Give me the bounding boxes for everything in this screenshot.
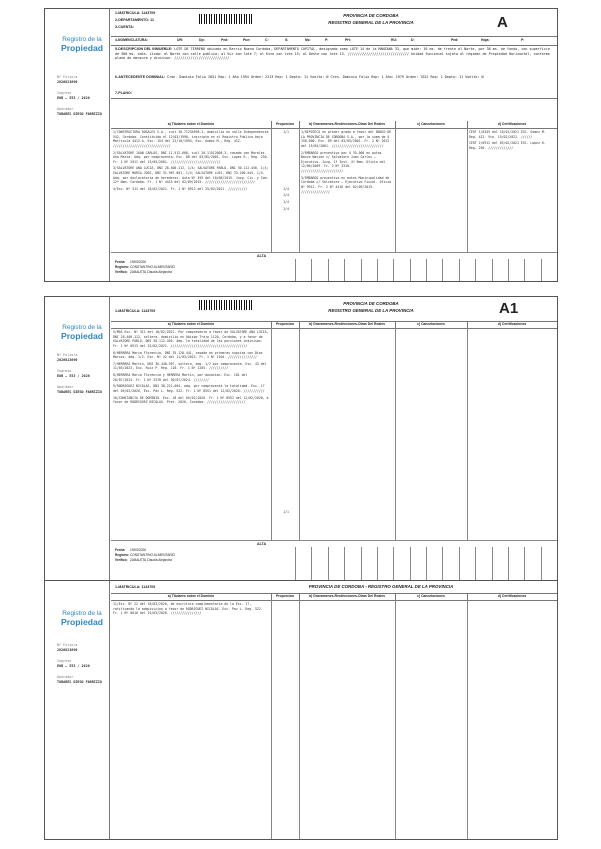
footer-signatures: [115, 548, 175, 563]
nom-p: P:: [325, 38, 329, 42]
col-certificaciones: d) Certificaciones: [497, 322, 527, 326]
province-single: PROVINCIA DE CORDOBA - REGISTRO GENERAL DE LA PROVINCIA: [308, 584, 454, 589]
province-line1: PROVINCIA DE CORDOBA: [343, 301, 399, 306]
folio-label: Nº Folio/a: [57, 353, 78, 357]
nom-c: C:: [265, 38, 269, 42]
ingreso-block: [57, 369, 90, 378]
operador-value: TOBARES DIEGO FABRIZIO: [57, 679, 102, 684]
nom-ru: RU:: [391, 38, 398, 42]
registry-sheet-3: [44, 580, 558, 840]
descripcion-title: 5-DESCRIPCION DEL INMUEBLE:: [115, 47, 173, 51]
logo-line1: Registro de la: [62, 324, 102, 331]
operador-value: TOBARES DIEGO FABRIZIO: [57, 111, 102, 116]
province-title: [271, 584, 491, 591]
col-gravamenes: b) Gravamenes-Restricciones-Otras Del Reales: [299, 321, 396, 328]
fecha-key: Fecha:: [115, 548, 126, 552]
sheet-sidebar: [45, 581, 110, 839]
certificaciones-entries: [469, 130, 555, 190]
footer-boxes: [295, 259, 557, 281]
col-cancelaciones: c) Cancelaciones: [395, 321, 468, 328]
registro-key: Registro:: [115, 553, 129, 558]
titulares-entries: [113, 602, 269, 642]
gravamen-entry: 3/EMBARGO preventivo en autos Municipalidad de Cordoba c/ Salvatore – Ejecutivo Fiscal. Oficio Nº 9912. Fr. 2 Nº 4416 del 02/09/2015. ///////////////: [301, 175, 392, 194]
verifico-key: Verificó:: [115, 558, 128, 563]
logo-line2: Propiedad: [60, 330, 104, 341]
sheet-header: [111, 297, 557, 322]
matricula-field: 1-MATRICULA: 1143709: [115, 11, 156, 15]
col-proporcion: Proporcion: [271, 121, 300, 128]
registry-sheet-2: [44, 296, 558, 590]
folio-block: [57, 75, 77, 84]
alta-label: ALTA: [257, 254, 267, 258]
verifico-value: ZABALETA Claudia Alejandra: [130, 270, 172, 275]
logo-line2: Propiedad: [60, 616, 104, 627]
fecha-key: Fecha:: [115, 260, 126, 264]
titular-entry: 9/RODRIGUEZ NICOLAS, DNI 38.221.004, adq. por compraventa la totalidad. Esc. 17 del 05/02/2026, Esc. Paz L. Reg. 522. Fr. 1 Nº 0551 del 12/02/2026. ///////////: [113, 384, 265, 394]
fecha-value: 19/05/2026: [130, 548, 146, 552]
proporcion-value: 1/1: [283, 130, 289, 134]
registry-grid: [111, 600, 557, 839]
operador-value: TOBARES DIEGO FABRIZIO: [57, 389, 102, 394]
registry-grid: [111, 128, 557, 252]
cuenta-field: 3-CUENTA:: [115, 25, 135, 29]
proporcion-entries: [275, 130, 297, 213]
titular-entry: 6/HERRERA Maria Florencia, DNI 35.120.441, casada en primeras nupcias con Diaz Marcos. Adq. 1/2. Esc. Nº 42 del 11/03/2023. Fr. 1 Nº 1204. ///////////////: [113, 350, 263, 360]
col-gravamenes: b) Gravamenes-Restricciones-Otras Del Reales: [299, 593, 396, 600]
col-titulares: a) Titulares sobre el Dominio: [111, 593, 272, 600]
sheet-header: [111, 9, 557, 37]
col-certificaciones: d) Certificaciones: [497, 594, 527, 598]
col-cancelaciones: c) Cancelaciones: [395, 121, 468, 128]
titular-entry: 5/MAS Esc. Nº 311 del 18/02/2021. Por compraventa a favor de SALVATORE ANA LUCIA, DNI 28.400.112, soltera, domicilio en Obispo Trejo 1120, Cordoba, y a favor de SALVATORE PABLO, DNI 30.112.456. Adq. la totalidad de las porciones indivisas. Fr. 1 Nº 0913 del 25/02/2021. ////////////////////////////////////////: [113, 330, 269, 348]
titular-entry: 11/Esc. Nº 22 del 18/03/2026, de escritura complementaria de la Esc. 17, ratificando la adquisicion a favor de RODRIGUEZ NICOLAS. Esc. Paz L. Reg. 522. Fr. 1 Nº 0610 del 25/03/2026. ////////////////: [113, 602, 263, 616]
folio-value: 2026023690: [57, 647, 78, 652]
nom-ped: Ped:: [221, 38, 229, 42]
antecedente-text: Cron. Dominio Folio 2851 Rep: 1 Año 1994 Orden: 2213 Rep: 1 Depto: 11 Vuelto: N Cron. Dominio Folio Rep: 1 Año: 1979 Orden: 7022 Rep: 1 Depto: 11 Vuelto: N: [167, 75, 484, 79]
folio-block: [57, 643, 77, 652]
alta-label: ALTA: [257, 542, 267, 546]
plano-title: 7-PLANO:: [115, 91, 132, 95]
nom-dp: Dp:: [199, 38, 205, 42]
operador-block: [57, 107, 102, 116]
gravamenes-entries: [301, 130, 393, 250]
departamento-field: 2-DEPARTAMENTO: 11: [115, 18, 154, 22]
nom-ur: UR:: [177, 38, 184, 42]
footer-signatures: [115, 260, 175, 275]
nom-hoja: Hoja:: [481, 38, 490, 42]
ingreso-value: EOB – 553 / 2026: [57, 373, 90, 378]
sheet-letter: A: [497, 14, 508, 31]
certificacion-entry: CERT 2/0912 del 03/02/2021 ESC. Lopez R. Reg. 230. /////////////: [469, 141, 546, 150]
titular-entry: 8/HERRERA Maria Florencia y HERRERA Martin, por donacion. Esc. 101 del 20/07/2024. Fr. 1 Nº 3378 del 30/07/2024. ////////: [113, 373, 248, 382]
titular-entry: 1/CONSTRUCTORA ROSALES S.A., cuit 30-71234598-1, domicilio en calle Independencia 542, Cordoba. Constituida el 12/03/1990, inscripta en el Registro Publico bajo Matricula 4412-A. Esc. 154 del 22/10/1994, Esc. Gomez M., Reg. 412. //////////////////////////////: [113, 130, 269, 148]
proporcion-value: 1/4: [283, 186, 289, 191]
proporcion-value: 1/4: [283, 206, 289, 211]
operador-label: Operador: [57, 385, 74, 389]
nom-pue: Pue:: [243, 38, 251, 42]
barcode: [199, 300, 253, 310]
proporcion-entries: [275, 510, 297, 517]
registro-value: CONSTANTINO ALIMENTARIO: [130, 553, 176, 558]
col-proporcion: Proporcion: [271, 321, 300, 328]
proporcion-value: 1/4: [283, 193, 289, 198]
proporcion-value: 1/4: [283, 199, 289, 204]
folio-block: [57, 353, 77, 362]
titular-entry: 4/Esc. Nº 311 del 18/02/2021. Fr. 1 Nº 0912 del 25/02/2021. //////////: [113, 187, 248, 192]
nom-s: S:: [285, 38, 289, 42]
titular-entry: 2/SALVATORE JUAN CARLOS, DNI 11.512.608, cuil 20-11512608-3, casado con Morales Ana Maria. Adq. por compraventa. Esc. 88 del 03/05/2001, Esc. Lopez R., Reg. 230. Fr. 1 Nº 2011 del 15/05/2001. //////////////////////////: [113, 150, 269, 164]
ingreso-value: EOB – 553 / 2026: [57, 95, 90, 100]
ingreso-label: Ingreso: [57, 369, 72, 373]
col-titulares: a) Titulares sobre el Dominio: [111, 121, 272, 128]
registro-logo: [57, 37, 107, 53]
titular-entry: 3/SALVATORE ANA LUCIA, DNI 28.400.112, 1/4; SALVATORE PABLO, DNI 30.112.456, 1/4; SALVATORE MARIA JOSE, DNI 31.987.001, 1/4; SALVATORE LUIS, DNI 33.200.544, 1/4. Adq. por declaratoria de herederos. Auto Nº 455 del 10/08/2015. Juzg. Civ. y Com. 12ª Nom. Cordoba. Fr. 1 Nº 4415 del 02/09/2015. //////////////////////////: [113, 166, 269, 185]
ingreso-block: [57, 659, 90, 668]
nom-d: D:: [411, 38, 415, 42]
nom-ped2: Ped:: [451, 38, 459, 42]
verifico-value: ZABALETA Claudia Alejandra: [130, 558, 172, 563]
province-line1: PROVINCIA DE CORDOBA: [343, 13, 399, 18]
ingreso-value: EOB – 553 / 2026: [57, 663, 90, 668]
province-title: [311, 301, 431, 314]
folio-value: 2026023690: [57, 79, 78, 84]
matricula-field: 1-MATRICULA: 1143709: [115, 309, 156, 313]
folio-value: 2026023690: [57, 357, 78, 362]
ingreso-block: [57, 91, 90, 100]
barcode: [199, 14, 253, 24]
sheet-sidebar: [45, 9, 110, 281]
col-certificaciones: d) Certificaciones: [497, 122, 527, 126]
sheet-sidebar: [45, 297, 110, 589]
col-gravamenes: b) Gravamenes-Restricciones-Otras Del Reales: [299, 121, 396, 128]
logo-line1: Registro de la: [62, 36, 102, 43]
operador-block: [57, 385, 102, 394]
titulares-entries: [113, 130, 269, 250]
col-proporcion: Proporcion: [271, 593, 300, 600]
ingreso-label: Ingreso: [57, 659, 72, 663]
col-cancelaciones: c) Cancelaciones: [395, 593, 468, 600]
nom-mz: Mz:: [305, 38, 311, 42]
logo-line2: Propiedad: [60, 42, 104, 53]
registry-grid: [111, 328, 557, 540]
nom-p2: P:: [521, 38, 525, 42]
folio-label: Nº Folio/a: [57, 75, 78, 79]
titular-entry: 7/HERRERA Martin, DNI 36.440.987, soltero, adq. 1/2 por compraventa. Esc. 43 del 11/03/2023, Esc. Ruiz P. Reg. 118. Fr. 1 Nº 1205. //////////: [113, 361, 267, 371]
titular-entry: 10/CONSTANCIA DE DOMINIO. Esc. 18 del 05/02/2026. Fr. 1 Nº 0552 del 12/02/2026, a favor de RODRIGUEZ NICOLAS. Prot. 2026, Cordoba. ////////////////////: [113, 395, 269, 405]
matricula-field: 1-MATRICULA: 1143709: [115, 585, 156, 589]
descripcion-block: [111, 45, 557, 99]
registro-key: Registro:: [115, 265, 129, 270]
logo-line1: Registro de la: [62, 610, 102, 617]
registro-value: CONSTANTINO ALIMENTARIO: [130, 265, 176, 270]
province-line2: REGISTRO GENERAL DE LA PROVINCIA: [328, 19, 414, 25]
descripcion-text: LOTE DE TERRENO ubicado en Barrio Nueva Cordoba, DEPARTAMENTO CAPITAL, designado como LOTE 14 de la MANZANA 33, que mide: 10 ms. de frente al Norte, por 30 ms. de fondo, con superficie de 300 ms. cdos. Linda: al Norte con calle publica; al Sur con lote 7; al Este con lote 15; al Oeste con lote 13. ////////////////////////////// Unidad funcional sujeta al regimen de Propiedad Horizontal, conforme plano de mensura y division. ///////////////////////////: [115, 47, 550, 61]
folio-label: Nº Folio/a: [57, 643, 78, 647]
province-title: [311, 13, 431, 26]
verifico-key: Verificó:: [115, 270, 128, 275]
operador-label: Operador: [57, 675, 74, 679]
operador-label: Operador: [57, 107, 74, 111]
certificacion-entry: CERT 1/0345 del 10/01/2021 ESC. Gomez M. Reg. 412. Vto. 15/02/2021. //////: [469, 130, 546, 139]
province-line2: REGISTRO GENERAL DE LA PROVINCIA: [328, 307, 414, 313]
operador-block: [57, 675, 102, 684]
antecedente-title: 6-ANTECEDENTE DOMINIAL:: [115, 75, 166, 79]
gravamen-entry: 2/EMBARGO preventivo por $ 35.000 en autos Banco Nacion c/ Salvatore Juan Carlos – Ejecutivo. Juzg. 1ª Inst. 4ª Nom. Oficio del 12/06/2009. Fr. 2 Nº 3310. //////////////////////: [301, 150, 386, 174]
proporcion-value: 1/1: [283, 510, 289, 514]
nom-label: 4-NOMENCLATURA:: [115, 38, 148, 42]
col-titulares: a) Titulares sobre el Dominio: [111, 321, 272, 328]
gravamen-entry: 1/HIPOTECA en primer grado a favor del BANCO DE LA PROVINCIA DE CORDOBA S.A., por la suma de $ 150.000. Esc. 89 del 03/05/2001. Fr. 2 Nº 2012 del 15/05/2001. ///////////////////////////: [301, 130, 392, 148]
registro-logo: [57, 611, 107, 627]
registry-sheet-1: [44, 8, 558, 282]
sheet-letter: A1: [499, 300, 519, 317]
titulares-entries: [113, 330, 269, 538]
fecha-value: 19/05/2026: [130, 260, 146, 264]
nom-ph: PH:: [345, 38, 351, 42]
registro-logo: [57, 325, 107, 341]
ingreso-label: Ingreso: [57, 91, 72, 95]
